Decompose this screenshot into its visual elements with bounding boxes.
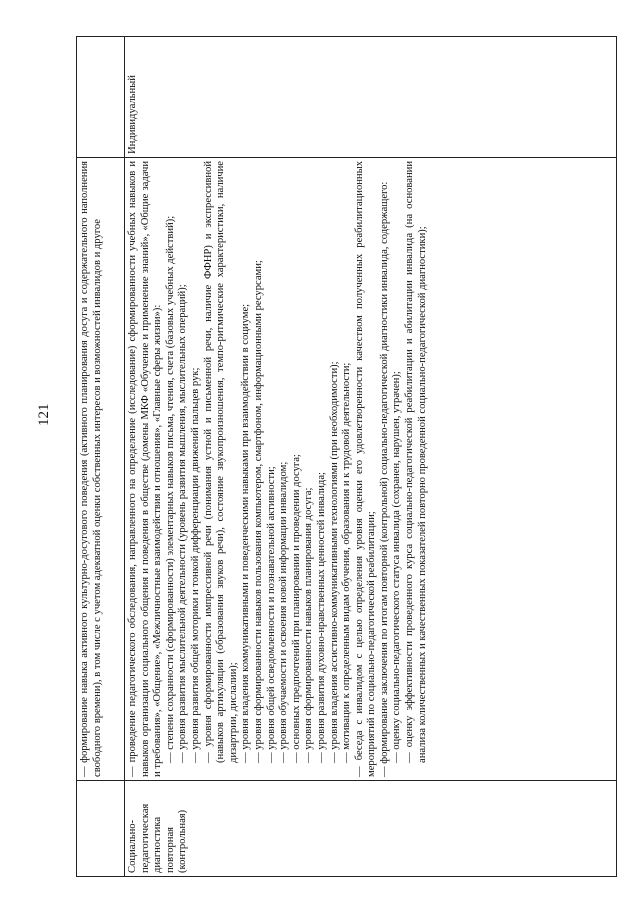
row1-type-cell	[77, 37, 125, 158]
row1-content-cell: — формирование навыка активного культурно-досугового поведения (активного планирования досуга и содержательного наполнения свободного времени), в том числе с учетом адекватной оценки собственных интересов и возможностей инвалидов и другое	[77, 158, 125, 781]
row1-name-cell	[77, 781, 125, 877]
conclusion-paragraph: — формирование заключения по итогам повторной (контрольной) социально-педагогической диагностики инвалида, содержащего:	[378, 181, 390, 777]
services-table	[76, 36, 617, 877]
list-item: — основных предпочтений при планировании и проведении досуга;	[290, 454, 302, 763]
service-content-cell	[125, 158, 617, 781]
list-item: — уровня сформированности навыков планирования досуга;	[303, 487, 315, 763]
list-item: — уровня сформированности импрессивной речи (понимания устной и письменной речи, наличие ФФНР) и экспрессивной (навыков артикуляции (образования звуков речи), состояние звукопроизношения, темпо-ритмические характеристики, наличие дизартрии, дислалии);	[202, 161, 239, 763]
list-item: — оценку социально-педагогического статуса инвалида (сохранен, нарушен, утрачен);	[391, 371, 403, 763]
list-item: — уровня развития мыслительной деятельности (уровень развития мышления, мыслительных операций);	[177, 284, 189, 763]
page-number: 121	[36, 403, 52, 426]
rotated-table-container	[76, 37, 616, 877]
talk-paragraph: — беседа с инвалидом с целью определения уровня оценки его удовлетворенности качеством полученных реабилитационных мероприятий по социально-педагогической реабилитации;	[353, 161, 378, 777]
list-item: — уровня сформированности навыков пользования компьютером, смартфоном, информационными ресурсами;	[252, 260, 264, 763]
list-item: — уровня владения коммуникативными и поведенческими навыками при взаимодействии в социуме;	[240, 303, 252, 763]
list-item: — уровня владения ассистивно-коммуникативными технологиями (при необходимости);	[328, 361, 340, 763]
service-type-cell: Индивидуальный	[125, 37, 617, 158]
table-row	[77, 37, 125, 877]
list-item: — степени сохранности (сформированности) элементарных навыков письма, чтения, счета (базовых учебных действий);	[164, 215, 176, 763]
service-title-cell: Социально-педагогическая диагностика повторная (контрольная)	[125, 781, 617, 877]
table-row	[125, 37, 617, 877]
list-item: — уровня обучаемости и освоения новой информации инвалидом;	[278, 461, 290, 763]
list-item: — уровня развития духовно-нравственных ценностей инвалида;	[315, 472, 327, 763]
intro-paragraph: — проведение педагогического обследования, направленного на определение (исследование) сформированности учебных навыков и навыков организации социального общения и поведения в обществе (домены МКФ «Обучение и применение знаний», «Общие задачи и требования», «Общение», «Межличностные взаимодействия и отношения», «Главные сферы жизни»):	[127, 161, 164, 777]
list-item: — мотивации к определенным видам обучения, образования и к трудовой деятельности;	[341, 362, 353, 763]
list-item: — уровня развития общей моторики и тонкой дифференциации движений пальцев рук;	[189, 367, 201, 763]
list-item: — уровня общей осведомленности и познавательной активности;	[265, 466, 277, 763]
list-item: — оценку эффективности проведенного курса социально-педагогической реабилитации и абилитации инвалида (на основании анализа количественных и качественных показателей повторно проведенной социально-педагогической диагностики);	[404, 161, 428, 763]
